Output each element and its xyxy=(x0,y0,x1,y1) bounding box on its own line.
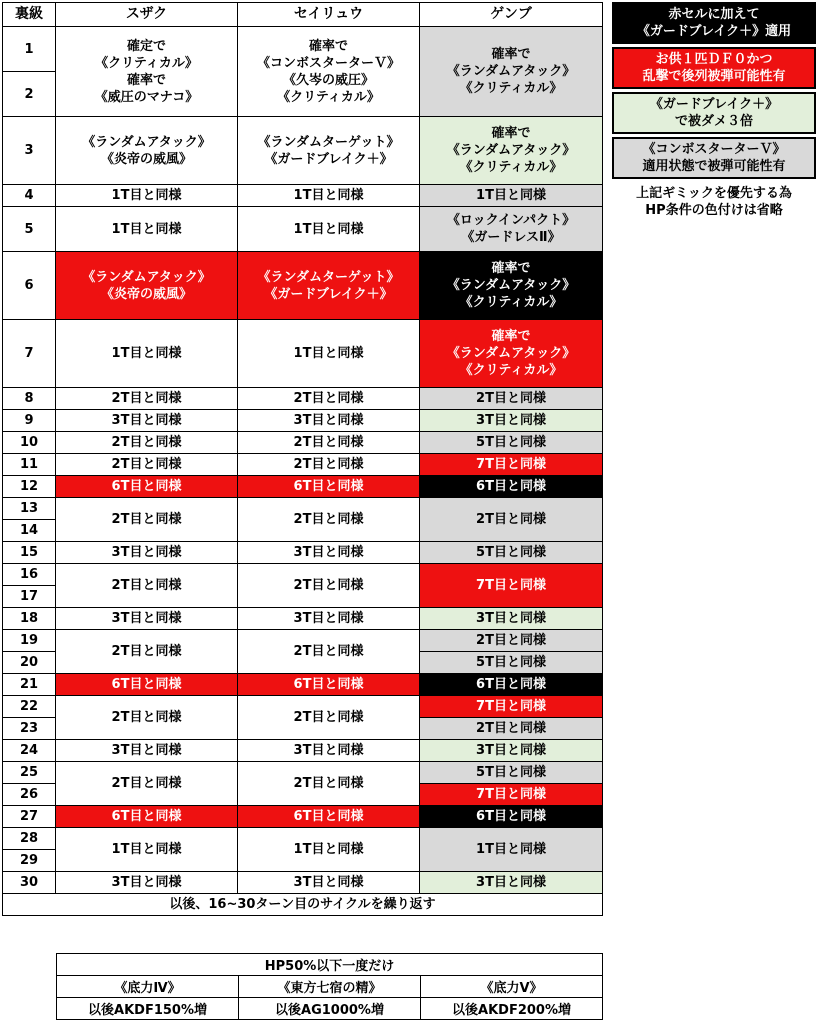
table-row xyxy=(3,696,603,718)
header-turn: 裏級 xyxy=(3,3,56,27)
table-row xyxy=(3,185,603,207)
table-row xyxy=(3,27,603,72)
hp-effect-suzaku: 以後AKDF150%増 xyxy=(57,998,239,1020)
action-cell-genbu: 1T目と同様 xyxy=(420,828,603,872)
action-cell-genbu: 6T目と同様 xyxy=(420,674,603,696)
hp-skill-suzaku: 《底力Ⅳ》 xyxy=(57,976,239,998)
header-genbu: ゲンブ xyxy=(420,3,603,27)
table-row xyxy=(3,828,603,850)
action-cell-suzaku: 2T目と同様 xyxy=(56,454,238,476)
table-row xyxy=(3,542,603,564)
hp-skill-genbu: 《底力Ⅴ》 xyxy=(421,976,603,998)
action-cell-genbu: 7T目と同様 xyxy=(420,784,603,806)
action-cell-seiryu: 1T目と同様 xyxy=(238,828,420,872)
action-cell-seiryu: 2T目と同様 xyxy=(238,454,420,476)
action-cell-seiryu: 1T目と同様 xyxy=(238,320,420,388)
action-cell-seiryu: 2T目と同様 xyxy=(238,388,420,410)
action-cell-suzaku: 2T目と同様 xyxy=(56,630,238,674)
action-cell-genbu: 6T目と同様 xyxy=(420,476,603,498)
legend-item: 《ガードブレイク＋》 で被ダメ３倍 xyxy=(612,92,816,134)
table-row xyxy=(3,476,603,498)
action-cell-genbu: 5T目と同様 xyxy=(420,542,603,564)
action-cell-seiryu: 《ランダムターゲット》 《ガードブレイク＋》 xyxy=(238,252,420,320)
turn-number: 11 xyxy=(3,454,56,476)
turn-number: 25 xyxy=(3,762,56,784)
action-cell-suzaku: 3T目と同様 xyxy=(56,410,238,432)
table-row xyxy=(3,320,603,388)
turn-number: 20 xyxy=(3,652,56,674)
header-suzaku: スザク xyxy=(56,3,238,27)
turn-number: 19 xyxy=(3,630,56,652)
turn-number: 24 xyxy=(3,740,56,762)
action-cell-seiryu: 1T目と同様 xyxy=(238,207,420,252)
action-cell-seiryu: 確率で 《コンボスターターＶ》 《久岑の威圧》 《クリティカル》 xyxy=(238,27,420,117)
action-cell-genbu: 確率で 《ランダムアタック》 《クリティカル》 xyxy=(420,252,603,320)
table-row xyxy=(3,207,603,252)
action-cell-suzaku: 3T目と同様 xyxy=(56,872,238,894)
action-cell-genbu: 3T目と同様 xyxy=(420,608,603,630)
table-row xyxy=(3,762,603,784)
action-cell-genbu: 7T目と同様 xyxy=(420,564,603,608)
action-cell-suzaku: 2T目と同様 xyxy=(56,696,238,740)
action-cell-suzaku: 6T目と同様 xyxy=(56,476,238,498)
action-cell-seiryu: 3T目と同様 xyxy=(238,608,420,630)
action-cell-genbu: 6T目と同様 xyxy=(420,806,603,828)
turn-number: 6 xyxy=(3,252,56,320)
hp-threshold-table xyxy=(56,953,603,1020)
action-cell-seiryu: 3T目と同様 xyxy=(238,542,420,564)
action-cell-suzaku: 1T目と同様 xyxy=(56,207,238,252)
table-row xyxy=(3,252,603,320)
legend xyxy=(612,2,816,219)
turn-number: 5 xyxy=(3,207,56,252)
table-row xyxy=(3,388,603,410)
turn-number: 3 xyxy=(3,117,56,185)
legend-item: お供１匹ＤＦ０かつ 乱撃で後列被弾可能性有 xyxy=(612,47,816,89)
turn-number: 26 xyxy=(3,784,56,806)
action-cell-seiryu: 6T目と同様 xyxy=(238,674,420,696)
action-cell-seiryu: 6T目と同様 xyxy=(238,476,420,498)
turn-number: 2 xyxy=(3,72,56,117)
table-row xyxy=(3,740,603,762)
header-row xyxy=(3,3,603,27)
turn-number: 14 xyxy=(3,520,56,542)
action-cell-suzaku: 《ランダムアタック》 《炎帝の威風》 xyxy=(56,252,238,320)
action-cell-genbu: 2T目と同様 xyxy=(420,498,603,542)
turn-number: 16 xyxy=(3,564,56,586)
action-cell-seiryu: 《ランダムターゲット》 《ガードブレイク＋》 xyxy=(238,117,420,185)
action-cell-suzaku: 1T目と同様 xyxy=(56,185,238,207)
action-cell-genbu: 確率で 《ランダムアタック》 《クリティカル》 xyxy=(420,27,603,117)
table-row xyxy=(3,630,603,652)
hp-skill-seiryu: 《東方七宿の精》 xyxy=(239,976,421,998)
action-cell-genbu: 確率で 《ランダムアタック》 《クリティカル》 xyxy=(420,117,603,185)
table-row xyxy=(3,410,603,432)
table-row xyxy=(3,872,603,894)
action-cell-suzaku: 2T目と同様 xyxy=(56,564,238,608)
action-cell-suzaku: 2T目と同様 xyxy=(56,388,238,410)
hp-title: HP50%以下一度だけ xyxy=(57,954,603,976)
action-cell-suzaku: 1T目と同様 xyxy=(56,320,238,388)
hp-effect-seiryu: 以後AG1000%増 xyxy=(239,998,421,1020)
action-cell-genbu: 3T目と同様 xyxy=(420,410,603,432)
action-cell-genbu: 5T目と同様 xyxy=(420,762,603,784)
action-cell-suzaku: 2T目と同様 xyxy=(56,498,238,542)
turn-number: 22 xyxy=(3,696,56,718)
action-cell-seiryu: 3T目と同様 xyxy=(238,410,420,432)
legend-item: 《コンボスターターＶ》 適用状態で被弾可能性有 xyxy=(612,137,816,179)
action-cell-suzaku: 確定で 《クリティカル》 確率で 《威圧のマナコ》 xyxy=(56,27,238,117)
action-cell-genbu: 2T目と同様 xyxy=(420,630,603,652)
table-row xyxy=(3,608,603,630)
turn-number: 23 xyxy=(3,718,56,740)
turn-number: 29 xyxy=(3,850,56,872)
action-cell-suzaku: 3T目と同様 xyxy=(56,740,238,762)
table-row xyxy=(3,498,603,520)
table-row xyxy=(3,674,603,696)
action-cell-genbu: 5T目と同様 xyxy=(420,652,603,674)
turn-number: 15 xyxy=(3,542,56,564)
action-cell-genbu: 7T目と同様 xyxy=(420,696,603,718)
action-cell-suzaku: 2T目と同様 xyxy=(56,762,238,806)
action-cell-genbu: 5T目と同様 xyxy=(420,432,603,454)
action-cell-suzaku: 3T目と同様 xyxy=(56,608,238,630)
action-cell-seiryu: 3T目と同様 xyxy=(238,872,420,894)
action-cell-suzaku: 3T目と同様 xyxy=(56,542,238,564)
action-cell-genbu: 《ロックインパクト》 《ガードレスⅡ》 xyxy=(420,207,603,252)
action-cell-suzaku: 1T目と同様 xyxy=(56,828,238,872)
turn-number: 30 xyxy=(3,872,56,894)
table-row xyxy=(3,117,603,185)
turn-number: 21 xyxy=(3,674,56,696)
turn-number: 1 xyxy=(3,27,56,72)
legend-item: 赤セルに加えて 《ガードブレイク＋》適用 xyxy=(612,2,816,44)
action-cell-genbu: 2T目と同様 xyxy=(420,388,603,410)
action-cell-genbu: 3T目と同様 xyxy=(420,740,603,762)
action-cell-seiryu: 2T目と同様 xyxy=(238,630,420,674)
turn-number: 4 xyxy=(3,185,56,207)
turn-table xyxy=(2,2,603,916)
action-cell-genbu: 確率で 《ランダムアタック》 《クリティカル》 xyxy=(420,320,603,388)
footer-row xyxy=(3,894,603,916)
hp-effect-genbu: 以後AKDF200%増 xyxy=(421,998,603,1020)
legend-note: 上記ギミックを優先する為 HP条件の色付けは省略 xyxy=(636,186,792,218)
turn-number: 9 xyxy=(3,410,56,432)
turn-number: 28 xyxy=(3,828,56,850)
action-cell-genbu: 7T目と同様 xyxy=(420,454,603,476)
action-cell-suzaku: 6T目と同様 xyxy=(56,806,238,828)
action-cell-seiryu: 1T目と同様 xyxy=(238,185,420,207)
action-cell-seiryu: 3T目と同様 xyxy=(238,740,420,762)
turn-number: 8 xyxy=(3,388,56,410)
turn-number: 10 xyxy=(3,432,56,454)
turn-number: 7 xyxy=(3,320,56,388)
action-cell-seiryu: 2T目と同様 xyxy=(238,432,420,454)
turn-number: 27 xyxy=(3,806,56,828)
action-cell-suzaku: 6T目と同様 xyxy=(56,674,238,696)
table-row xyxy=(3,432,603,454)
table-row xyxy=(3,806,603,828)
table-row xyxy=(3,564,603,586)
action-cell-seiryu: 2T目と同様 xyxy=(238,696,420,740)
action-cell-suzaku: 《ランダムアタック》 《炎帝の威風》 xyxy=(56,117,238,185)
header-seiryu: セイリュウ xyxy=(238,3,420,27)
action-cell-genbu: 3T目と同様 xyxy=(420,872,603,894)
turn-number: 13 xyxy=(3,498,56,520)
action-cell-genbu: 2T目と同様 xyxy=(420,718,603,740)
action-cell-seiryu: 2T目と同様 xyxy=(238,498,420,542)
turn-number: 18 xyxy=(3,608,56,630)
table-row xyxy=(3,454,603,476)
action-cell-seiryu: 2T目と同様 xyxy=(238,762,420,806)
turn-number: 12 xyxy=(3,476,56,498)
turn-number: 17 xyxy=(3,586,56,608)
action-cell-seiryu: 2T目と同様 xyxy=(238,564,420,608)
action-cell-seiryu: 6T目と同様 xyxy=(238,806,420,828)
action-cell-genbu: 1T目と同様 xyxy=(420,185,603,207)
action-cell-suzaku: 2T目と同様 xyxy=(56,432,238,454)
cycle-note: 以後、16~30ターン目のサイクルを繰り返す xyxy=(3,894,603,916)
